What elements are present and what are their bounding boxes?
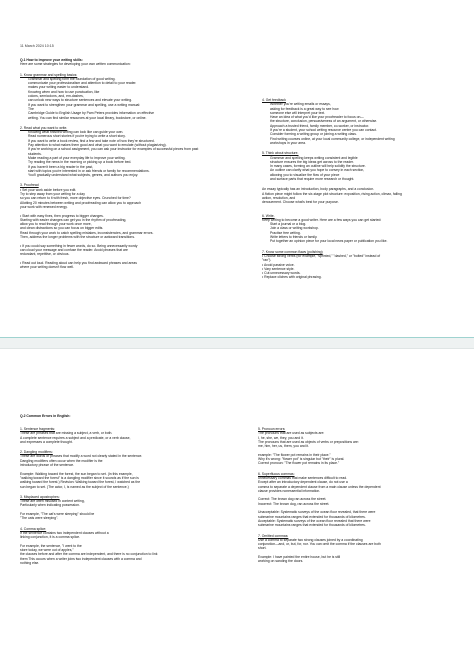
section-heading: 1. Sentence fragments: (20, 427, 56, 431)
list-item: • Start a journal or a blog. (270, 222, 462, 226)
list-item: • You'll gradually understand what subjects, genres, and authors you enjoy. (28, 173, 252, 177)
text-line: "ran"). (262, 258, 272, 263)
list-item: • If you're working on a school assignment, you can ask your instructor for examples of successful pieces from past (28, 147, 252, 151)
text-line: clause provides nonessential information. (258, 488, 321, 493)
list-item: • Cambridge Guide to English Usage by Pam Peters provides information on effective (28, 111, 252, 115)
page2-right-column (258, 427, 464, 669)
text-line: A fiction piece might follow the six-stage plot structure: exposition, rising action, climax, falling (262, 191, 402, 196)
text-line: Dangling modifiers often occur when the modifier is the (20, 458, 103, 463)
list-item: • Whether you're writing emails or essays, (270, 102, 462, 106)
list-item: • students. (28, 152, 252, 156)
text-line: Acceptable: Systematic surveys of the ocean floor revealed that there were (258, 518, 371, 523)
essay-note: An essay typically has an introduction, body paragraphs, and a conclusion. (262, 187, 375, 192)
text-line: For example, "The cat's were sleeping" should be (20, 512, 95, 517)
text-line: Why it's wrong: "flower pot" is singular but "their" is plural. (258, 457, 345, 462)
text-line: Example: Walking toward the forest, the sun began to set. (In this example, (20, 471, 133, 476)
text-line: conjunction—and, or, but, for, nor. You can omit the comma if the clauses are both (258, 542, 381, 547)
list-item: • In many cases, forming an outline will help solidify the structure. (270, 164, 462, 168)
list-item: • Knowing when and how to use punctuation, like (28, 90, 252, 94)
list-item: • If you want to strengthen your grammar and spelling, use a writing manual: (28, 103, 252, 107)
list-item: • colons, semicolons, and, em-dashes, (28, 94, 252, 98)
text-line: linking conjunction, it is a comma splice. (20, 535, 81, 540)
list-item: • someone else will interpret your text. (270, 111, 462, 115)
text-line: • Cut unnecessary words. (262, 271, 301, 276)
text-line: • Set your work aside before you edit. (20, 187, 77, 192)
list-item: • makes your writing easier to understand. (28, 85, 252, 89)
text-line: Try to step away from your writing for a day (20, 192, 85, 197)
list-item: • An outline can clarify what you hope to convey in each section, (270, 168, 462, 172)
text-block (262, 192, 462, 205)
text-line: nothing else. (20, 561, 40, 566)
page1-right-column (262, 98, 462, 337)
text-line: • Start with easy fixes, then progress to bigger changes. (20, 213, 104, 218)
section-heading: 7. Omitted commas: (258, 533, 289, 538)
page-separator (0, 337, 474, 349)
text-line: Particularly when indicating possession. (20, 503, 80, 508)
list-item: • Write letters to friends or family. (270, 235, 462, 239)
text-line: These are often misused in content writing, (20, 499, 85, 504)
document-page-2 (0, 349, 474, 669)
text-line: Read through your work to catch spelling mistakes, inconsistencies, and grammar errors. (20, 230, 154, 235)
text-line: example: "The flower pot remains in their place." (258, 452, 331, 457)
list-item: • The (28, 107, 252, 111)
text-block (20, 499, 228, 520)
text-line: Incorrect: The brown dog, ran across the street. (258, 501, 330, 506)
list-item: • If you haven't been a big reader in the past, (28, 165, 252, 169)
page2-title-wrap (20, 414, 220, 422)
list-item: • Join a class or writing workshop. (270, 226, 462, 230)
list-item: • Knowing what finished writing can look like can guide your own. (28, 130, 252, 134)
text-line: them This occurs when a writer joins two independent clauses with a comma and (20, 556, 142, 561)
section-heading: 6. Superfluous commas: (258, 471, 295, 476)
list-item: • Grammar and spelling keeps writing consistent and legible (270, 156, 462, 160)
bullet-list (262, 156, 462, 182)
section-heading: 5. Think about structure. (262, 151, 299, 156)
list-item: • start with topics you're interested in or ask friends or family for recommendations. (28, 169, 252, 173)
text-line: walking toward the forest.) Revision: Walking toward the forest, I watched as the (20, 480, 141, 485)
text-line: comma to separate a dependent clause from a main clause unless the dependent (258, 484, 381, 489)
text-line: your work with renewed energy. (20, 204, 68, 209)
section-heading: 7. Know some common flaws (polishing) (262, 249, 323, 254)
page1-left-column (20, 28, 252, 337)
text-line: Correct pronoun: "The flower pot remains in its place." (258, 461, 340, 466)
section-intro: Keep writing to become a good writer. Here are a few ways you can get started: (262, 217, 382, 222)
text-line: sun began to set. (The actor, I, is named as the subject of the sentence.) (20, 484, 129, 489)
list-item: • Consider forming a writing group or joining a writing class. (270, 132, 462, 136)
text-line: the clauses before and after the comma are independent, and there is no conjunction to link (20, 552, 158, 557)
text-line: denouement. Choose what's best for your purpose. (262, 200, 339, 205)
list-item: • If you're a student, your school writing resource centre you can contact. (270, 128, 462, 132)
text-line: • Read out loud. Reading aloud can help you find awkward phrases and areas (20, 260, 137, 265)
list-item: • Practise free writing. (270, 231, 462, 235)
text-line: store today, we were out of apples," (20, 548, 74, 553)
text-line: Use a comma to separate two strong clauses joined by a coordinating (258, 537, 363, 542)
text-line: Allotting 20 minutes between writing and proofreading can allow you to approach (20, 200, 142, 205)
text-line: These are words or phrases that modify a word not clearly stated in the sentence. (20, 454, 143, 459)
text-line: Example: I have painted the entire house, but he is still (258, 555, 341, 560)
text-line: introductory phrase of the sentence. (20, 463, 75, 468)
list-item: • Put together an opinion piece for your local news paper or publication you like. (270, 239, 462, 243)
list-item: • workshops in your area. (270, 141, 462, 145)
list-item: • Read numerous short stories if you're trying to write a short story. (28, 134, 252, 138)
text-line: allow you to read through your work once more, (20, 222, 92, 227)
text-block (258, 476, 464, 528)
list-item: • Grammar and spelling form the foundation of good writing. (28, 77, 252, 81)
list-item: • can unlock new ways to structure sentences and elevate your writing. (28, 98, 252, 102)
text-line: unnecessary commas that make sentences difficult to read. (258, 475, 348, 480)
text-line: • Avoid passive voice. (262, 262, 295, 267)
list-item: • Make reading a part of your everyday life to improve your writing. (28, 156, 252, 160)
text-line: submarine mountains ranges that extended for thousands of kilometres. (258, 514, 366, 519)
section-heading: 4. Get feedback (262, 98, 286, 102)
text-block (258, 538, 464, 564)
bullet-list (20, 130, 252, 177)
list-item: • Find writing courses online, at your local community college, or independent writing (270, 137, 462, 141)
text-line: and expresses a complete thought. (20, 439, 73, 444)
list-item: • communicate your professionalism and attention to detail to your reader. (28, 81, 252, 85)
text-line: and clean distractions so you can focus on bigger edits. (20, 226, 104, 231)
text-line: If the sentence contains two independent clauses without a (20, 530, 109, 535)
text-line: For example, the sentence, "I went to the (20, 543, 82, 548)
list-item: • Pay attention to what makes them good and what you want to emulate (without plagiarizing). (28, 143, 252, 147)
text-line: submarine mountains ranges that extended for thousands of kilometres. (258, 523, 366, 528)
bullet-list (262, 222, 462, 243)
text-line: "walking toward the forest" is a dangling modifier since it sounds as if the sun is (20, 475, 139, 480)
page2-left-column (20, 427, 228, 669)
timestamp: 11 March 2024 10:15 (20, 44, 54, 48)
text-line: • Replace cliches with original phrasing. (262, 275, 322, 280)
text-line: me, him, her, us, them, you and it. (258, 444, 310, 449)
text-line: can cloud your message and confuse the reader. Avoid phrases that are (20, 247, 128, 252)
question-1-intro: Here are some strategies for developing your own written communication: (20, 62, 131, 67)
text-line: Correct: The brown dog ran across the street. (258, 497, 327, 502)
bullet-list (262, 102, 462, 145)
text-line: A complete sentence requires a subject and a predicate, or a verb clause, (20, 435, 131, 440)
text-line: Then, address the longer problems with the structure or awkward transitions. (20, 234, 135, 239)
text-line: • If you could say something in fewer words, do so. Being unnecessarily wordy (20, 243, 138, 248)
section-heading: 4. Comma splice: (20, 526, 47, 531)
text-block (258, 431, 464, 465)
text-line: The pronouns that are used as subjects are: (258, 431, 325, 436)
text-line: I, he, she, we, they, you and it. (258, 435, 304, 440)
text-line: These are phrases that are missing a subject, a verb, or both. (20, 431, 113, 436)
text-line: • Vary sentence style. (262, 266, 295, 271)
text-block (20, 188, 252, 270)
text-block (20, 431, 228, 444)
question-1-title: Q.1 How to improve your writing skills: (20, 58, 83, 62)
text-line: "The cats were sleeping". (20, 516, 59, 521)
section-heading: 3. Misplaced apostrophes: (20, 494, 60, 499)
text-line: working on sanding the doors. (258, 559, 304, 564)
list-item: • Have an idea of what you'd like your proofreader to focus on— (270, 115, 462, 119)
section-heading: 2. Read what you want to write. (20, 125, 68, 130)
text-block (20, 531, 228, 565)
list-item: • the structure, conclusion, persuasiveness of an argument, or otherwise. (270, 119, 462, 123)
list-item: • and surface parts that require more research or thought. (270, 177, 462, 181)
section-heading: 6. Write. (262, 213, 275, 218)
section-heading: 2. Dangling modifiers: (20, 450, 53, 455)
list-item: • asking for feedback is a great way to see how (270, 107, 462, 111)
list-item: • Approach a trusted friend, family member, co-worker, or instructor. (270, 124, 462, 128)
list-item: • structure ensures the big ideas get across to the reader. (270, 160, 462, 164)
section-heading: 5. Pronoun errors: (258, 427, 286, 431)
text-line: Starting with easier changes can get you in the rhythm of proofreading, (20, 217, 127, 222)
text-block (20, 454, 228, 488)
text-line: action, resolution, and (262, 195, 296, 200)
text-line: Except after an introductory dependent clause, do not use a (258, 480, 348, 485)
section-heading: 3. Proofread (20, 183, 39, 188)
question-2-title: Q.2 Common Errors in English: (20, 414, 71, 418)
list-item: • writing. You can find similar resources at your local library, bookstore, or online. (28, 116, 252, 120)
list-item: • allowing you to visualize the flow of your piece (270, 173, 462, 177)
text-line: redundant, repetitive, or obvious. (20, 252, 70, 257)
list-item: • If you want to write a book review, find a few and take note of how they're structured. (28, 139, 252, 143)
text-line: where your writing doesn't flow well. (20, 265, 74, 270)
section-heading: 1. Know grammar and spelling basics: (20, 72, 78, 77)
text-line: • Choose strong verbs (for example, "sprinted," "dashed," or "bolted" instead of (262, 253, 381, 258)
text-block (262, 254, 462, 280)
text-line: short. (258, 546, 267, 551)
text-line: so you can return to it with fresh, more objective eyes. Crunched for time? (20, 196, 131, 201)
list-item: • Try reading the news in the morning or picking up a book before bed. (28, 160, 252, 164)
bullet-list (20, 77, 252, 120)
text-line: Unacceptable: Systematic surveys of the ocean floor revealed, that there were (258, 510, 376, 515)
text-line: The pronouns that are used as objects of verbs or prepositions are: (258, 439, 359, 444)
